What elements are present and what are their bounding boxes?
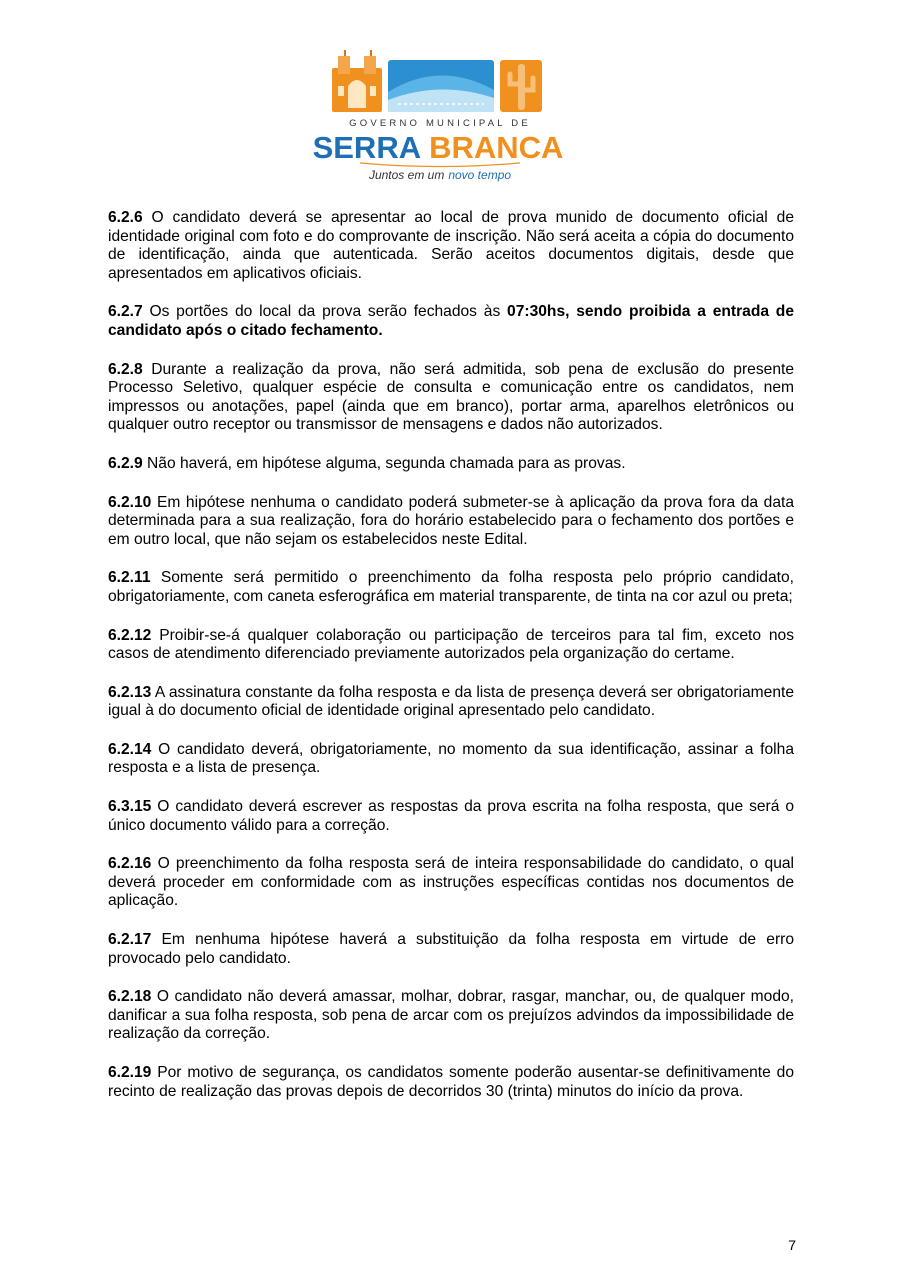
clause-text: Em hipótese nenhuma o candidato poderá submeter-se à aplicação da prova fora da data determinada para a sua realização, fora do horário estabelecido para o fechamento dos portões e em outro local, que não sejam os estabelecidos neste Edital.	[108, 493, 794, 548]
document-body	[108, 209, 794, 1121]
paragraph-6-2-19	[108, 1064, 794, 1101]
clause-text: Por motivo de segurança, os candidatos somente poderão ausentar-se definitivamente do recinto de realização das provas depois de decorridos 30 (trinta) minutos do início da prova.	[108, 1064, 794, 1100]
paragraph-6-2-16	[108, 855, 794, 911]
clause-number: 6.2.7	[108, 303, 143, 321]
clause-text: O candidato não deverá amassar, molhar, dobrar, rasgar, manchar, ou, de qualquer modo, danificar a sua folha resposta, sob pena de arcar com os prejuízos advindos da impossibilidade de realização da correção.	[108, 988, 794, 1043]
church-icon	[332, 50, 382, 112]
clause-text: Os portões do local da prova serão fechados às	[142, 303, 508, 321]
clause-number: 6.2.17	[108, 931, 152, 949]
clause-text: Não haverá, em hipótese alguma, segunda chamada para as provas.	[142, 454, 626, 472]
logo-wordmark	[313, 130, 564, 165]
clause-number: 6.2.9	[108, 454, 143, 472]
paragraph-6-2-18	[108, 988, 794, 1044]
clause-text: Proibir-se-á qualquer colaboração ou participação de terceiros para tal fim, exceto nos casos de atendimento diferenciado previamente autorizados pela organização do certame.	[108, 626, 794, 663]
clause-number: 6.2.11	[108, 569, 151, 587]
logo-slogan	[368, 168, 511, 182]
logo-slogan-a: Juntos em um	[368, 168, 445, 182]
clause-text: O candidato deverá se apresentar ao local de prova munido de documento oficial de identidade original com foto e do comprovante de inscrição. Não será aceita a cópia do documento de identificação, ainda que autenticada. Serão aceitos documentos digitais, desde que apresentados em aplicativos oficiais.	[108, 209, 794, 282]
paragraph-6-2-11	[108, 569, 794, 606]
clause-number: 6.2.8	[108, 360, 143, 378]
clause-number: 6.2.12	[108, 626, 152, 644]
municipal-logo	[290, 46, 590, 186]
logo-line1: GOVERNO MUNICIPAL DE	[349, 118, 531, 129]
clause-text: O candidato deverá escrever as respostas da prova escrita na folha resposta, que será o único documento válido para a correção.	[108, 798, 794, 834]
paragraph-6-2-10	[108, 494, 794, 550]
clause-number: 6.2.10	[108, 493, 152, 511]
paragraph-6-2-9	[108, 455, 794, 474]
clause-text: O preenchimento da folha resposta será de inteira responsabilidade do candidato, o qual deverá proceder em conformidade com as instruções específicas contidas nos documentos de aplicação.	[108, 855, 794, 910]
clause-text: O candidato deverá, obrigatoriamente, no momento da sua identificação, assinar a folha resposta e a lista de presença.	[108, 740, 794, 777]
clause-text: Em nenhuma hipótese haverá a substituição da folha resposta em virtude de erro provocado pelo candidato.	[108, 931, 794, 967]
logo-word-serra: SERRA	[312, 130, 422, 165]
clause-number: 6.2.19	[108, 1064, 152, 1081]
logo-slogan-b: novo tempo	[448, 168, 512, 182]
page-number: 7	[788, 1237, 796, 1253]
clause-number: 6.2.16	[108, 855, 152, 873]
clause-text: Somente será permitido o preenchimento da folha resposta pelo próprio candidato, obrigatoriamente, com caneta esferográfica em material transparente, de tinta na cor azul ou preta;	[108, 569, 794, 605]
clause-number: 6.2.13	[108, 683, 152, 701]
clause-text: Durante a realização da prova, não será admitida, sob pena de exclusão do presente Processo Seletivo, qualquer espécie de consulta e comunicação entre os candidatos, nem impressos ou anotações, papel (ainda que em branco), portar arma, aparelhos eletrônicos ou qualquer outro receptor ou transmissor de mensagens e dados não autorizados.	[108, 360, 794, 434]
paragraph-6-2-12	[108, 627, 794, 664]
clause-number: 6.2.6	[108, 209, 143, 226]
clause-number: 6.3.15	[108, 798, 152, 816]
paragraph-6-2-13	[108, 684, 794, 721]
paragraph-6-2-17	[108, 931, 794, 968]
logo-word-branca: BRANCA	[429, 130, 564, 165]
clause-number: 6.2.18	[108, 988, 152, 1006]
landscape-icon	[388, 60, 494, 112]
cactus-icon	[500, 60, 542, 112]
clause-text: A assinatura constante da folha resposta e da lista de presença deverá ser obrigatoriamente igual à do documento oficial de identidade original apresentado pelo candidato.	[108, 683, 794, 720]
paragraph-6-2-8	[108, 361, 794, 435]
clause-number: 6.2.14	[108, 740, 152, 758]
logo-graphic	[290, 46, 590, 186]
paragraph-6-2-7	[108, 303, 794, 340]
paragraph-6-2-6	[108, 209, 794, 283]
paragraph-6-2-14	[108, 741, 794, 778]
paragraph-6-3-15	[108, 798, 794, 835]
clause-bold-text: 07:30hs, sendo proibida a entrada de candidato após o citado fechamento.	[108, 303, 795, 339]
